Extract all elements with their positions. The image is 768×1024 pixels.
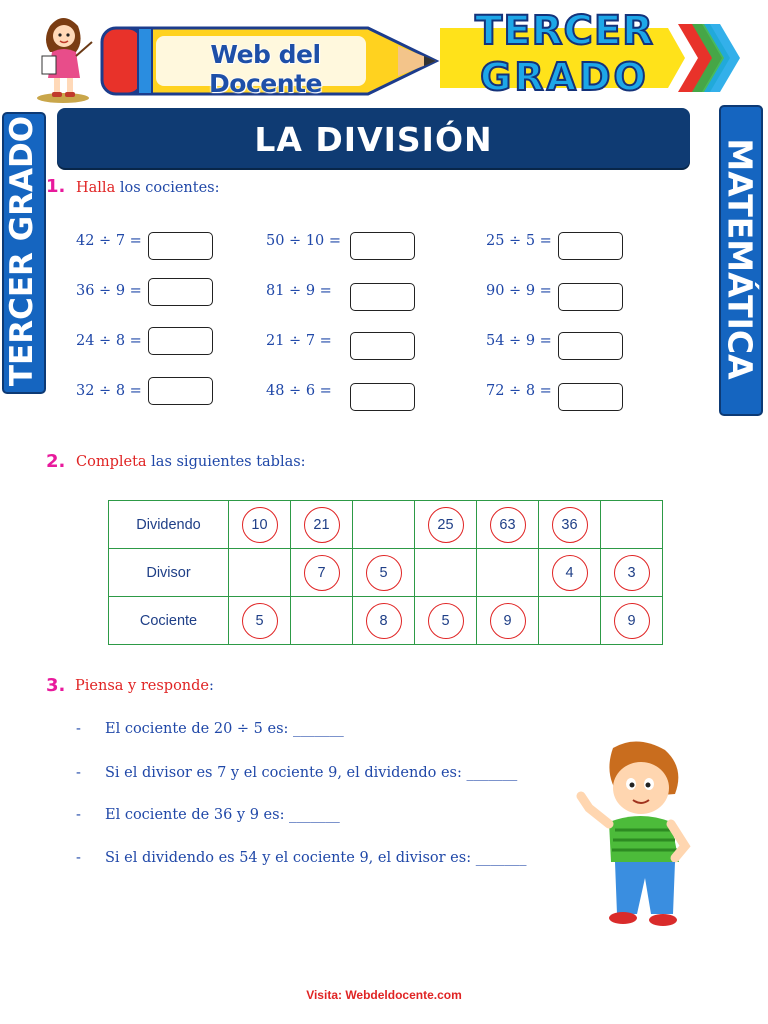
answer-box[interactable]	[148, 278, 213, 306]
circled-value: 25	[428, 507, 464, 543]
section-1-instruction	[76, 180, 220, 196]
section-2-instruction	[76, 454, 306, 470]
answer-box[interactable]	[148, 377, 213, 405]
row-header: Divisor	[109, 549, 229, 597]
answer-box[interactable]	[350, 332, 415, 360]
teacher-illustration	[28, 12, 98, 104]
answer-box[interactable]	[350, 383, 415, 411]
instruction-colon: :	[209, 678, 214, 694]
division-expression: 36 ÷ 9 =	[76, 283, 142, 299]
instruction-text: las siguientes tablas:	[146, 454, 306, 470]
table-cell	[291, 549, 353, 597]
boy-illustration	[575, 738, 700, 938]
question: Si el dividendo es 54 y el cociente 9, el divisor es: _______	[105, 850, 527, 866]
answer-box[interactable]	[350, 283, 415, 311]
instruction-conjunction: y	[123, 678, 141, 694]
instruction-verb-2: responde	[140, 678, 209, 694]
brand-name: Web del Docente	[209, 40, 322, 98]
circled-value: 36	[552, 507, 588, 543]
blank-cell[interactable]	[415, 549, 477, 597]
instruction-verb: Halla	[76, 180, 116, 196]
question: Si el divisor es 7 y el cociente 9, el dividendo es: _______	[105, 765, 518, 781]
answer-box[interactable]	[148, 232, 213, 260]
table-row	[109, 597, 663, 645]
grade-line-2: GRADO	[480, 55, 649, 99]
blank-cell[interactable]	[229, 549, 291, 597]
division-expression: 24 ÷ 8 =	[76, 333, 142, 349]
answer-box[interactable]	[558, 283, 623, 311]
table-cell	[291, 501, 353, 549]
circled-value: 9	[614, 603, 650, 639]
instruction-verb: Completa	[76, 454, 147, 470]
circled-value: 7	[304, 555, 340, 591]
question: El cociente de 20 ÷ 5 es: _______	[105, 721, 344, 737]
blank-cell[interactable]	[291, 597, 353, 645]
division-expression: 81 ÷ 9 =	[266, 283, 332, 299]
division-expression: 50 ÷ 10 =	[266, 233, 342, 249]
table-cell	[601, 597, 663, 645]
table-cell	[539, 501, 601, 549]
circled-value: 4	[552, 555, 588, 591]
section-3-number: 3.	[46, 675, 66, 696]
circled-value: 5	[428, 603, 464, 639]
table-cell	[229, 597, 291, 645]
circled-value: 10	[242, 507, 278, 543]
circled-value: 21	[304, 507, 340, 543]
circled-value: 9	[490, 603, 526, 639]
division-expression: 25 ÷ 5 =	[486, 233, 552, 249]
table-row	[109, 501, 663, 549]
table-cell	[601, 549, 663, 597]
circled-value: 5	[366, 555, 402, 591]
blank-cell[interactable]	[539, 597, 601, 645]
answer-box[interactable]	[558, 332, 623, 360]
page-title: LA DIVISIÓN	[254, 120, 493, 159]
section-1-number: 1.	[46, 176, 66, 197]
division-table	[108, 500, 663, 645]
table-cell	[477, 501, 539, 549]
division-expression: 54 ÷ 9 =	[486, 333, 552, 349]
division-expression: 48 ÷ 6 =	[266, 383, 332, 399]
division-expression: 42 ÷ 7 =	[76, 233, 142, 249]
row-header: Dividendo	[109, 501, 229, 549]
list-bullet: -	[76, 807, 81, 823]
section-2-number: 2.	[46, 451, 66, 472]
list-bullet: -	[76, 721, 81, 737]
side-label-right: MATEMÁTICA	[720, 138, 760, 380]
table-row	[109, 549, 663, 597]
list-bullet: -	[76, 765, 81, 781]
table-cell	[353, 597, 415, 645]
table-cell	[353, 549, 415, 597]
circled-value: 3	[614, 555, 650, 591]
question: El cociente de 36 y 9 es: _______	[105, 807, 340, 823]
table-cell	[415, 501, 477, 549]
list-bullet: -	[76, 850, 81, 866]
circled-value: 8	[366, 603, 402, 639]
table-cell	[415, 597, 477, 645]
footer-link[interactable]: Visita: Webdeldocente.com	[306, 988, 462, 1002]
answer-box[interactable]	[558, 232, 623, 260]
blank-cell[interactable]	[477, 549, 539, 597]
table-cell	[477, 597, 539, 645]
division-expression: 32 ÷ 8 =	[76, 383, 142, 399]
side-label-left: TERCER GRADO	[4, 115, 40, 387]
row-header: Cociente	[109, 597, 229, 645]
answer-box[interactable]	[350, 232, 415, 260]
blank-cell[interactable]	[601, 501, 663, 549]
answer-box[interactable]	[558, 383, 623, 411]
instruction-verb: Piensa	[75, 678, 124, 694]
circled-value: 5	[242, 603, 278, 639]
division-expression: 90 ÷ 9 =	[486, 283, 552, 299]
answer-box[interactable]	[148, 327, 213, 355]
division-expression: 72 ÷ 8 =	[486, 383, 552, 399]
table-cell	[229, 501, 291, 549]
section-3-instruction	[75, 678, 214, 694]
table-cell	[539, 549, 601, 597]
division-expression: 21 ÷ 7 =	[266, 333, 332, 349]
blank-cell[interactable]	[353, 501, 415, 549]
instruction-text: los cocientes:	[115, 180, 220, 196]
circled-value: 63	[490, 507, 526, 543]
grade-line-1: TERCER	[475, 8, 654, 54]
